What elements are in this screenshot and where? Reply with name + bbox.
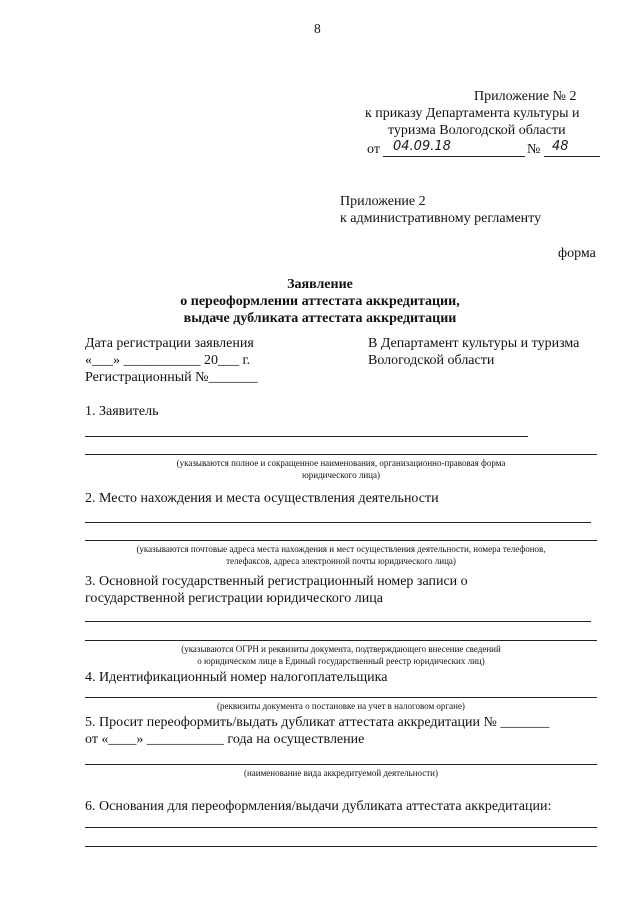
title-line3: выдаче дубликата аттестата аккредитации (183, 311, 457, 326)
section6-blank-line[interactable] (85, 827, 597, 828)
page-number: 8 (314, 21, 321, 36)
section1-hint-line2: юридического лица) (302, 470, 380, 480)
section3-hint-line2: о юридическом лице в Единый государственный реестр юридических лиц) (197, 656, 485, 666)
section5-hint: (наименование вида аккредитуемой деятельности) (243, 768, 438, 778)
registration-date-label: Дата регистрации заявления (85, 336, 254, 351)
section3-title-line2: государственной регистрации юридического лица (85, 591, 383, 606)
order-number-prefix: № (527, 142, 541, 157)
appendix-reglament-line2: к административному регламенту (340, 211, 542, 226)
section2-hint-line1: (указываются почтовые адреса места нахождения и мест осуществления деятельности, номера телефонов, (136, 544, 546, 554)
section1-blank-line[interactable] (85, 454, 597, 455)
section4-hint: (реквизиты документа о постановке на учет в налоговом органе) (217, 701, 465, 711)
section6-title: 6. Основания для переоформления/выдачи дубликата аттестата аккредитации: (85, 799, 552, 814)
section3-blank-line[interactable] (85, 640, 597, 641)
order-number-handwritten: 48 (552, 139, 569, 154)
section2-hint-line2: телефаксов, адреса электронной почты юридического лица) (226, 556, 456, 566)
section5-title: 5. Просит переоформить/выдать дубликат аттестата аккредитации № _______ (85, 715, 550, 730)
form-label: форма (558, 246, 596, 261)
order-date-prefix: от (367, 142, 380, 157)
appendix-order-line2: к приказу Департамента культуры и (365, 106, 580, 121)
registration-number: Регистрационный №_______ (85, 370, 258, 385)
section6-blank-line[interactable] (85, 846, 597, 847)
section2-title: 2. Место нахождения и места осуществления деятельности (85, 491, 439, 506)
section2-blank-line[interactable] (85, 540, 597, 541)
order-number-underline (544, 156, 600, 157)
appendix-order-line3: туризма Вологодской области (388, 123, 566, 138)
section5-line2: от «____» ___________ года на осуществление (85, 732, 365, 747)
section4-title: 4. Идентификационный номер налогоплательщика (85, 670, 388, 685)
title-line2: о переоформлении аттестата аккредитации, (180, 294, 460, 309)
title-line1: Заявление (287, 277, 353, 292)
section1-title: 1. Заявитель (85, 404, 159, 419)
section2-blank-line[interactable] (85, 522, 591, 523)
section1-blank-line[interactable] (85, 436, 528, 437)
section3-title-line1: 3. Основной государственный регистрационный номер записи о (85, 574, 468, 589)
order-date-underline (383, 156, 525, 157)
section5-blank-line[interactable] (85, 764, 597, 765)
section4-blank-line[interactable] (85, 697, 597, 698)
section3-hint-line1: (указываются ОГРН и реквизиты документа, подтверждающего внесение сведений (181, 644, 501, 654)
addressee-line1: В Департамент культуры и туризма (368, 336, 580, 351)
appendix-order-line1: Приложение № 2 (474, 89, 577, 104)
section3-blank-line[interactable] (85, 621, 591, 622)
addressee-line2: Вологодской области (368, 353, 495, 368)
section1-hint-line1: (указываются полное и сокращенное наименования, организационно-правовая форма (176, 458, 506, 468)
order-date-handwritten: 04.09.18 (393, 139, 451, 154)
registration-date-line: «___» ___________ 20___ г. (85, 353, 251, 368)
appendix-reglament-line1: Приложение 2 (340, 194, 426, 209)
